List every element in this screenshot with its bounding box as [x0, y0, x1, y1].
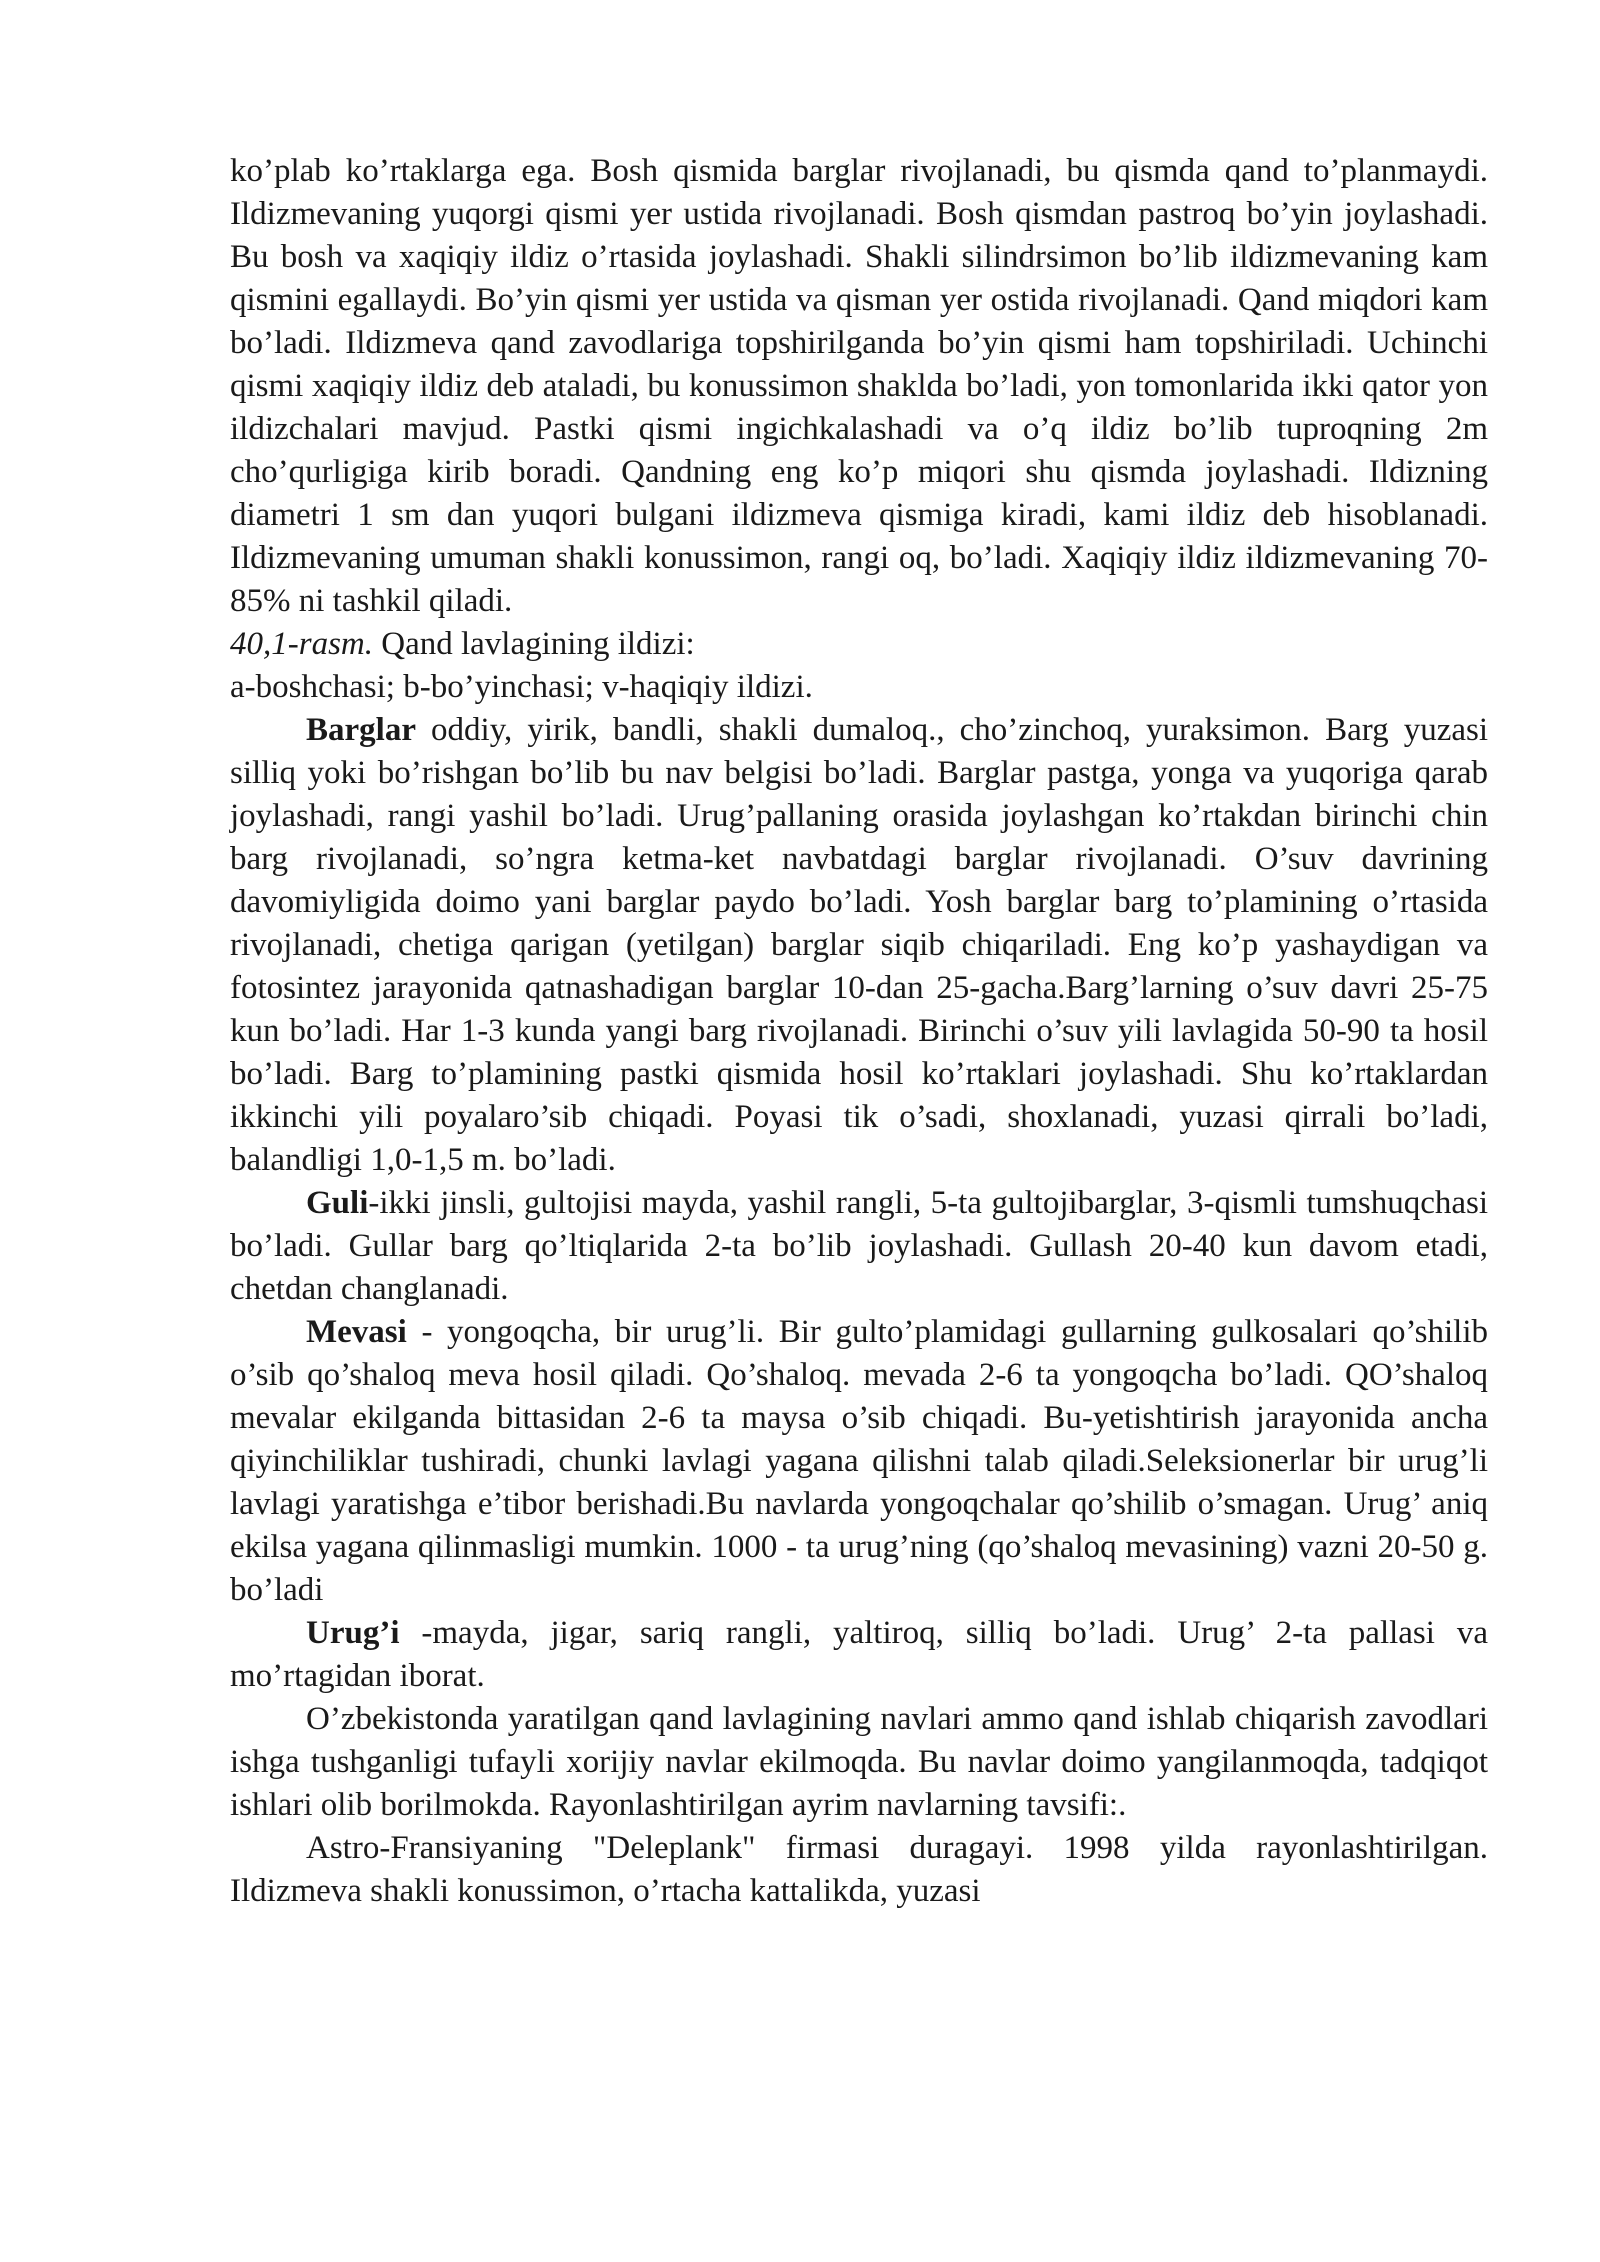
- section-leaves-lead: Barglar: [306, 712, 416, 748]
- closing-paragraph-varieties: O’zbekistonda yaratilgan qand lavlagining navlari ammo qand ishlab chiqarish zavodlari ishga tushganligi tufayli xorijiy navlar ekilmoqda. Bu navlar doimo yangilanmoqda, tadqiqot ishlari olib borilmokda. Rayonlashtirilgan ayrim navlarning tavsifi:.: [230, 1701, 1488, 1823]
- section-leaves: [230, 709, 1488, 1182]
- figure-caption-title: Qand lavlagining ildizi:: [373, 626, 695, 662]
- section-fruit-text: - yongoqcha, bir urug’li. Bir gulto’plamidagi gullarning gulkosalari qo’shilib o’sib qo’shaloq meva hosil qiladi. Qo’shaloq. mevada 2-6 ta yongoqcha bo’ladi. QO’shaloq mevalar ekilganda bittasidan 2-6 ta maysa o’sib chiqadi. Bu-yetishtirish jarayonida ancha qiyinchiliklar tushiradi, chunki lavlagi yagana qilishni talab qiladi.Seleksionerlar bir urug’li lavlagi yaratishga e’tibor berishadi.Bu navlarda yongoqchalar qo’shilib o’smagan. Urug’ aniq ekilsa yagana qilinmasligi mumkin. 1000 - ta urug’ning (qo’shaloq mevasining) vazni 20-50 g. bo’ladi: [230, 1314, 1488, 1608]
- closing-paragraph-variety-description: Astro-Fransiyaning "Deleplank" firmasi duragayi. 1998 yilda rayonlashtirilgan. Ildizmeva shakli konussimon, o’rtacha kattalikda, yuzasi: [230, 1830, 1488, 1909]
- section-flower-lead: Guli: [306, 1185, 369, 1221]
- figure-caption-ref: 40,1-rasm.: [230, 626, 374, 662]
- section-seed: [230, 1612, 1488, 1698]
- figure-caption: [230, 623, 1488, 666]
- section-flower: [230, 1182, 1488, 1311]
- figure-legend: a-boshchasi; b-bo’yinchasi; v-haqiqiy ildizi.: [230, 669, 813, 705]
- section-fruit: [230, 1311, 1488, 1612]
- document-page: [230, 150, 1488, 1913]
- section-seed-lead: Urug’i: [306, 1615, 400, 1651]
- body-paragraph-root-structure: ko’plab ko’rtaklarga ega. Bosh qismida barglar rivojlanadi, bu qismda qand to’planmaydi. Ildizmevaning yuqorgi qismi yer ustida rivojlanadi. Bosh qismdan pastroq bo’yin joylashadi. Bu bosh va xaqiqiy ildiz o’rtasida joylashadi. Shakli silindrsimon bo’lib ildizmevaning kam qismini egallaydi. Bo’yin qismi yer ustida va qisman yer ostida rivojlanadi. Qand miqdori kam bo’ladi. Ildizmeva qand zavodlariga topshirilganda bo’yin qismi ham topshiriladi. Uchinchi qismi xaqiqiy ildiz deb ataladi, bu konussimon shaklda bo’ladi, yon tomonlarida ikki qator yon ildizchalari mavjud. Pastki qismi ingichkalashadi va o’q ildiz bo’lib tuproqning 2m cho’qurligiga kirib boradi. Qandning eng ko’p miqori shu qismda joylashadi. Ildizning diametri 1 sm dan yuqori bulgani ildizmeva qismiga kiradi, kami ildiz deb hisoblanadi. Ildizmevaning umuman shakli konussimon, rangi oq, bo’ladi. Xaqiqiy ildiz ildizmevaning 70-85% ni tashkil qiladi.: [230, 153, 1488, 619]
- section-flower-text: -ikki jinsli, gultojisi mayda, yashil rangli, 5-ta gultojibarglar, 3-qismli tumshuqchasi bo’ladi. Gullar barg qo’ltiqlarida 2-ta bo’lib joylashadi. Gullash 20-40 kun davom etadi, chetdan changlanadi.: [230, 1185, 1488, 1307]
- section-fruit-lead: Mevasi: [306, 1314, 407, 1350]
- section-seed-text: -mayda, jigar, sariq rangli, yaltiroq, silliq bo’ladi. Urug’ 2-ta pallasi va mo’rtagidan iborat.: [230, 1615, 1488, 1694]
- section-leaves-text: oddiy, yirik, bandli, shakli dumaloq., cho’zinchoq, yuraksimon. Barg yuzasi silliq yoki bo’rishgan bo’lib bu nav belgisi bo’ladi. Barglar pastga, yonga va yuqoriga qarab joylashadi, rangi yashil bo’ladi. Urug’pallaning orasida joylashgan ko’rtakdan birinchi chin barg rivojlanadi, so’ngra ketma-ket navbatdagi barglar rivojlanadi. O’suv davrining davomiyligida doimo yani barglar paydo bo’ladi. Yosh barglar barg to’plamining o’rtasida rivojlanadi, chetiga qarigan (yetilgan) barglar siqib chiqariladi. Eng ko’p yashaydigan va fotosintez jarayonida qatnashadigan barglar 10-dan 25-gacha.Barg’larning o’suv davri 25-75 kun bo’ladi. Har 1-3 kunda yangi barg rivojlanadi. Birinchi o’suv yili lavlagida 50-90 ta hosil bo’ladi. Barg to’plamining pastki qismida hosil ko’rtaklari joylashadi. Shu ko’rtaklardan ikkinchi yili poyalaro’sib chiqadi. Poyasi tik o’sadi, shoxlanadi, yuzasi qirrali bo’ladi, balandligi 1,0-1,5 m. bo’ladi.: [230, 712, 1488, 1178]
